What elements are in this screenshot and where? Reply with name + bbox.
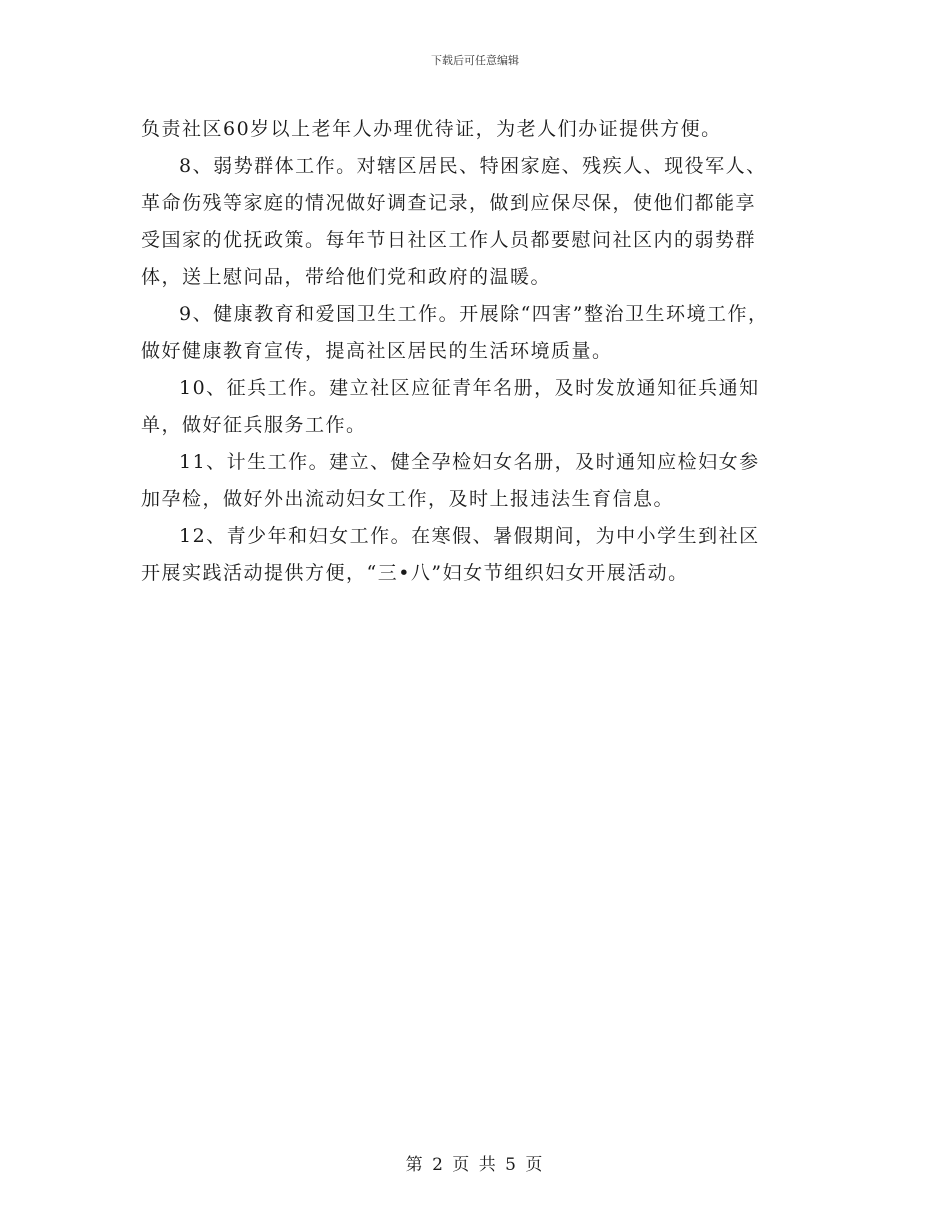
text-line: 9、健康教育和爱国卫生工作。开展除“四害”整治卫生环境工作，	[179, 303, 769, 325]
paragraph-item-12	[141, 518, 831, 592]
text-line: 加孕检，做好外出流动妇女工作，及时上报违法生育信息。	[141, 488, 675, 510]
paragraph-item-10	[141, 370, 831, 444]
page-header-note: 下载后可任意编辑	[431, 54, 519, 67]
text-line: 受国家的优抚政策。每年节日社区工作人员都要慰问社区内的弱势群	[141, 229, 757, 251]
text-line: 11、计生工作。建立、健全孕检妇女名册，及时通知应检妇女参	[179, 451, 760, 473]
paragraph-item-11	[141, 444, 831, 518]
text-line: 开展实践活动提供方便，“三•八”妇女节组织妇女开展活动。	[141, 562, 689, 584]
paragraph-item-8	[141, 148, 831, 296]
text-line: 负责社区60岁以上老年人办理优待证，为老人们办证提供方便。	[141, 118, 722, 140]
document-body	[141, 111, 831, 592]
text-line: 做好健康教育宣传，提高社区居民的生活环境质量。	[141, 340, 613, 362]
text-line: 体，送上慰问品，带给他们党和政府的温暖。	[141, 266, 552, 288]
text-line: 单，做好征兵服务工作。	[141, 414, 367, 436]
text-line: 10、征兵工作。建立社区应征青年名册，及时发放通知征兵通知	[179, 377, 760, 399]
paragraph-continuation	[141, 111, 831, 148]
page-number: 第 2 页 共 5 页	[405, 1155, 545, 1175]
text-line: 8、弱势群体工作。对辖区居民、特困家庭、残疾人、现役军人、	[179, 155, 767, 177]
paragraph-item-9	[141, 296, 831, 370]
text-line: 12、青少年和妇女工作。在寒假、暑假期间，为中小学生到社区	[179, 525, 760, 547]
text-line: 革命伤残等家庭的情况做好调查记录，做到应保尽保，使他们都能享	[141, 192, 757, 214]
